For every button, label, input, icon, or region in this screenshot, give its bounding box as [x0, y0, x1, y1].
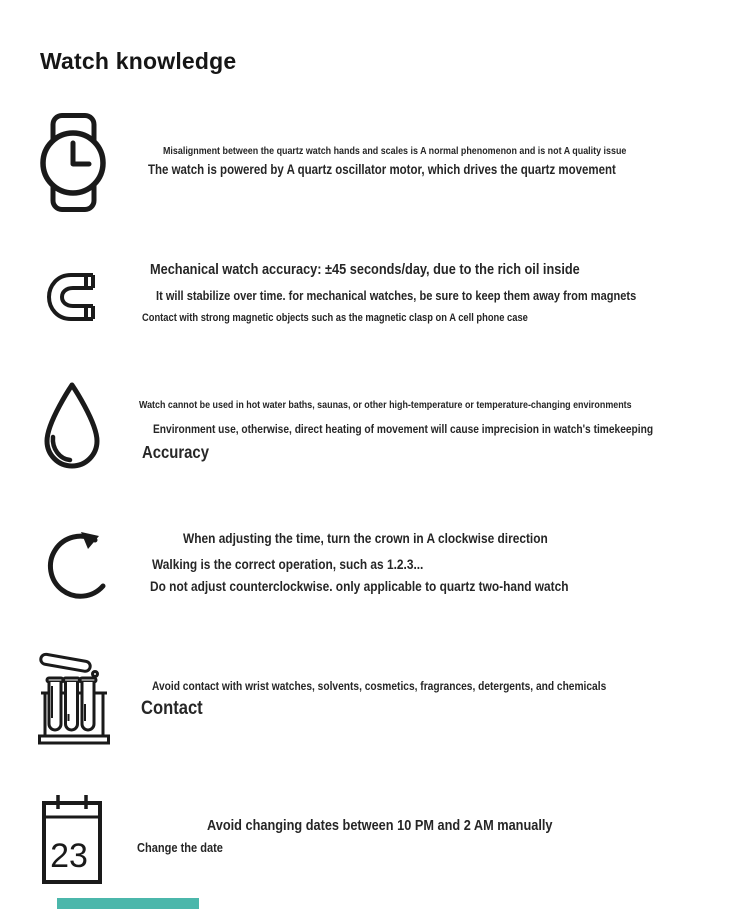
hot-water-warning-note: Watch cannot be used in hot water baths, saunas, or other high-temperature or temperature-changing environments [139, 399, 632, 411]
contact-heading: Contact [141, 697, 203, 719]
magnet-warning-text: It will stabilize over time. for mechanical watches, be sure to keep them away from magnets [156, 288, 637, 303]
environment-use-text: Environment use, otherwise, direct heating of movement will cause imprecision in watch's timekeeping [153, 422, 654, 436]
calendar-icon [40, 793, 104, 885]
date-change-warning-text: Avoid changing dates between 10 PM and 2 AM manually [207, 817, 553, 834]
page-title: Watch knowledge [40, 48, 237, 75]
crown-clockwise-text: When adjusting the time, turn the crown in A clockwise direction [183, 530, 548, 546]
water-drop-icon [40, 379, 104, 475]
accuracy-heading: Accuracy [142, 442, 209, 462]
rotate-clockwise-icon [41, 528, 107, 604]
footer-accent-bar [57, 898, 199, 909]
change-date-heading: Change the date [137, 840, 223, 855]
quartz-misalignment-note: Misalignment between the quartz watch hands and scales is A normal phenomenon and is not A quality issue [163, 145, 627, 157]
chemicals-test-tubes-icon [38, 648, 110, 748]
counterclockwise-warning-text: Do not adjust counterclockwise. only applicable to quartz two-hand watch [150, 578, 569, 594]
mechanical-accuracy-text: Mechanical watch accuracy: ±45 seconds/day, due to the rich oil inside [150, 261, 580, 278]
walking-operation-text: Walking is the correct operation, such as 1.2.3... [152, 556, 424, 572]
chemicals-warning-note: Avoid contact with wrist watches, solvents, cosmetics, fragrances, detergents, and chemicals [152, 679, 607, 693]
wristwatch-icon [40, 113, 108, 213]
magnet-icon [40, 266, 110, 328]
quartz-movement-text: The watch is powered by A quartz oscillator motor, which drives the quartz movement [148, 162, 616, 177]
calendar-day-number: 23 [50, 837, 88, 875]
magnetic-objects-note: Contact with strong magnetic objects such as the magnetic clasp on A cell phone case [142, 312, 528, 324]
